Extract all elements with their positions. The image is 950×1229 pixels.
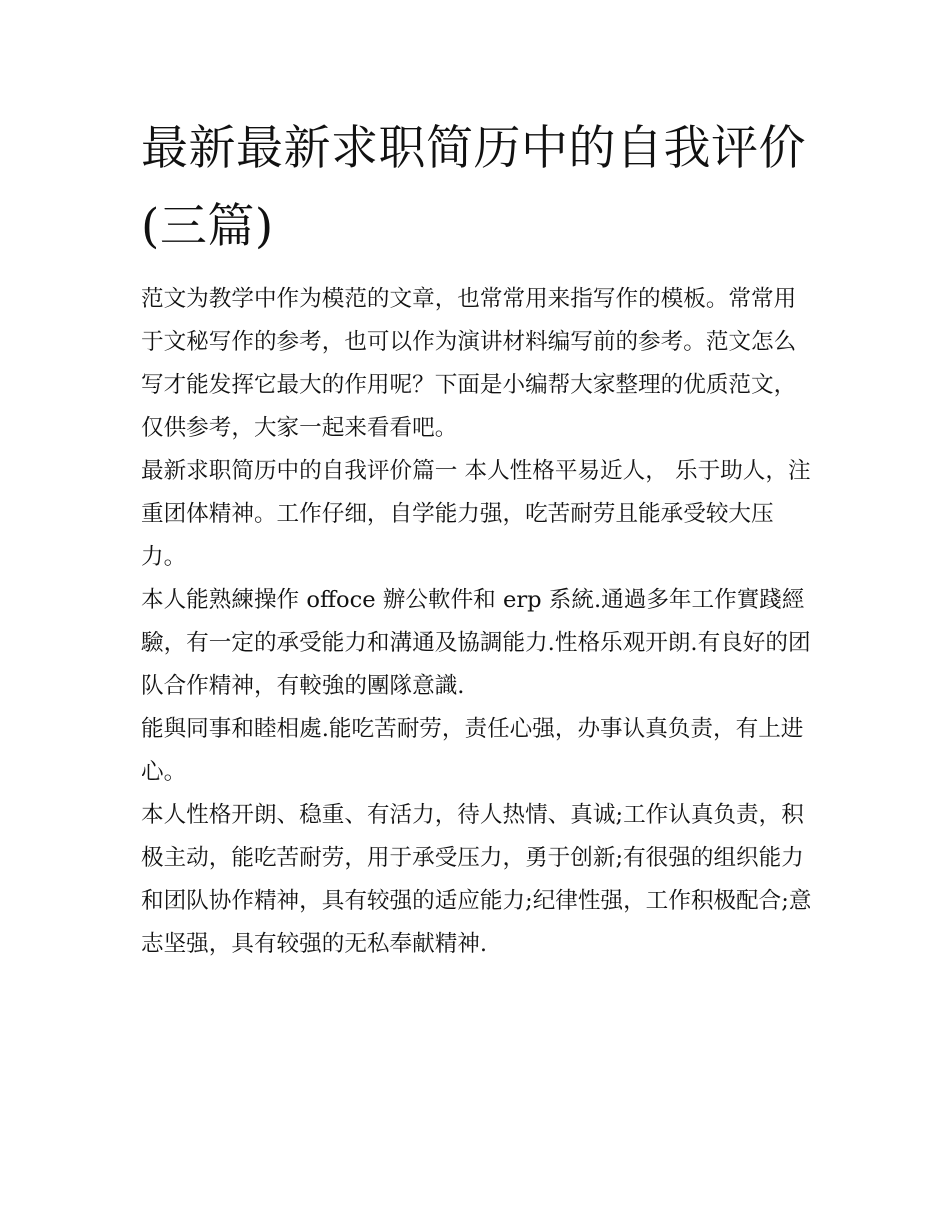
document-title: 最新最新求职简历中的自我评价(三篇) xyxy=(141,121,806,254)
paragraph-teamwork: 能與同事和睦相處.能吃苦耐劳，责任心强，办事认真负责，有上进心。 xyxy=(141,716,804,785)
paragraph-skills: 本人能熟練操作 offoce 辦公軟件和 erp 系統.通過多年工作實踐經驗，有一定的承受能力和溝通及協調能力.性格乐观开朗.有良好的团队合作精神，有較強的團隊意識. xyxy=(141,587,811,699)
document-body xyxy=(141,110,813,966)
paragraph-intro: 范文为教学中作为模范的文章，也常常用来指写作的模板。常常用于文秘写作的参考，也可以作为演讲材料编写前的参考。范文怎么写才能发挥它最大的作用呢？下面是小编帮大家整理的优质范文，仅供参考，大家一起来看看吧。 xyxy=(141,286,797,441)
paragraph-self-evaluation-1: 最新求职简历中的自我评价篇一 本人性格平易近人， 乐于助人，注重团体精神。工作仔细，自学能力强，吃苦耐劳且能承受较大压力。 xyxy=(141,458,811,570)
paragraph-personality: 本人性格开朗、稳重、有活力，待人热情、真诚;工作认真负责，积极主动，能吃苦耐劳，用于承受压力，勇于创新;有很强的组织能力和团队协作精神，具有较强的适应能力;纪律性强，工作积极配合;意志坚强，具有较强的无私奉献精神. xyxy=(141,802,812,957)
